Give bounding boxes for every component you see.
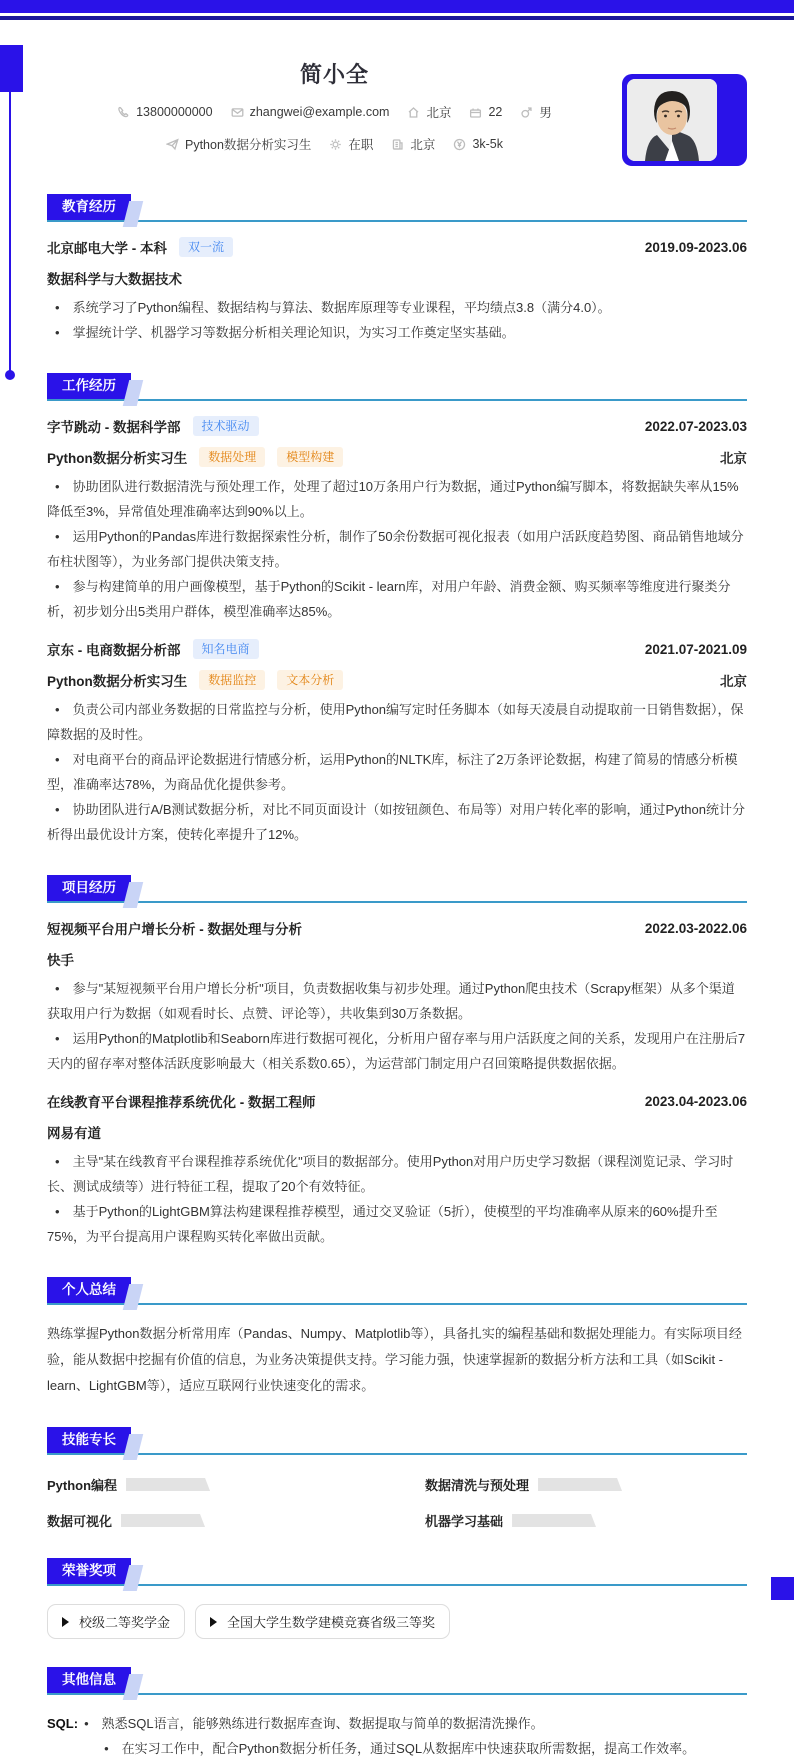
- education-entry: [47, 237, 747, 345]
- job-status-field: [329, 135, 373, 153]
- project-entry: [47, 1091, 747, 1249]
- email-field: [231, 103, 390, 121]
- residence-field: [407, 103, 451, 121]
- project-org: 快手: [47, 953, 74, 968]
- education-date: 2019.09-2023.06: [644, 239, 747, 255]
- section-work-badge: 工作经历: [47, 373, 131, 399]
- work-date: 2022.07-2023.03: [644, 418, 747, 434]
- school-name: 北京邮电大学 - 本科: [47, 241, 167, 256]
- skill-item: [425, 1511, 747, 1530]
- section-other-header: [47, 1667, 747, 1695]
- target-job-icon: [166, 138, 179, 151]
- skills-grid: [47, 1475, 747, 1530]
- awards-row: [47, 1604, 747, 1639]
- project-org: 网易有道: [47, 1126, 101, 1141]
- award-pill: [195, 1604, 450, 1639]
- project-date: 2022.03-2022.06: [644, 920, 747, 936]
- phone-field: [117, 103, 212, 121]
- company-name: 京东 - 电商数据分析部: [47, 643, 181, 658]
- skill-progress-bar: [512, 1514, 596, 1527]
- major-name: 数据科学与大数据技术: [47, 272, 182, 287]
- right-square-decoration: [771, 1577, 794, 1600]
- section-awards-header: [47, 1558, 747, 1586]
- salary-field: [453, 135, 503, 153]
- target-job-field: [166, 135, 311, 153]
- award-pill: [47, 1604, 185, 1639]
- age-field: [469, 103, 502, 121]
- skill-progress-bar: [538, 1478, 622, 1491]
- play-triangle-icon: [62, 1617, 69, 1627]
- header-identity: [47, 54, 622, 153]
- contact-row-1: [47, 103, 622, 121]
- work-bullet: • 运用Python的Pandas库进行数据探索性分析，制作了50余份数据可视化报表（如用户活跃度趋势图、商品销售地域分布柱状图等），为业务部门提供决策支持。: [47, 524, 747, 574]
- work-bullet: • 对电商平台的商品评论数据进行情感分析，运用Python的NLTK库，标注了2万条评论数据，构建了简易的情感分析模型，准确率达78%，为商品优化提供参考。: [47, 747, 747, 797]
- position-tag: 数据监控: [199, 670, 265, 690]
- work-location: 北京: [720, 451, 747, 466]
- left-line-end-dot: [5, 370, 15, 380]
- salary-icon: [453, 138, 466, 151]
- company-name: 字节跳动 - 数据科学部: [47, 420, 181, 435]
- other-info-block: [47, 1711, 747, 1761]
- section-awards-badge: 荣誉奖项: [47, 1558, 131, 1584]
- education-bullet: • 系统学习了Python编程、数据结构与算法、数据库原理等专业课程，平均绩点3.8（满分4.0）。: [47, 295, 747, 320]
- other-bullet: • 熟悉SQL语言，能够熟练进行数据库查询、数据提取与简单的数据清洗操作。: [84, 1711, 747, 1736]
- project-entry: [47, 918, 747, 1076]
- top-blue-bar: [0, 0, 794, 13]
- award-label: 校级二等奖学金: [79, 1615, 171, 1630]
- section-other-badge: 其他信息: [47, 1667, 131, 1693]
- project-bullet: • 主导"某在线教育平台课程推荐系统优化"项目的数据部分。使用Python对用户历史学习数据（课程浏览记录、学习时长、测试成绩等）进行特征工程，提取了20个有效特征。: [47, 1149, 747, 1199]
- skill-item: [425, 1475, 747, 1494]
- award-label: 全国大学生数学建模竞赛省级三等奖: [227, 1615, 436, 1630]
- sql-label: SQL:: [47, 1716, 79, 1731]
- project-bullet: • 基于Python的LightGBM算法构建课程推荐模型，通过交叉验证（5折），使模型的平均准确率从原来的60%提升至75%，为平台提高用户课程购买转化率做出贡献。: [47, 1199, 747, 1249]
- residence-value: 北京: [426, 106, 452, 120]
- target-job-value: Python数据分析实习生: [184, 138, 312, 152]
- project-bullet: • 运用Python的Matplotlib和Seaborn库进行数据可视化，分析用户留存率与用户活跃度之间的关系，发现用户在注册后7天内的留存率对整体活跃度影响最大（相关系数0.65），为运营部门制定用户召回策略提供数据依据。: [47, 1026, 747, 1076]
- contact-row-2: [47, 135, 622, 153]
- position-name: Python数据分析实习生: [47, 451, 188, 466]
- work-bullet: • 协助团队进行数据清洗与预处理工作，处理了超过10万条用户行为数据，通过Python编写脚本，将数据缺失率从15%降低至3%，异常值处理准确率达到90%以上。: [47, 474, 747, 524]
- avatar: [627, 79, 717, 161]
- work-bullet: • 负责公司内部业务数据的日常监控与分析，使用Python编写定时任务脚本（如每天凌晨自动提取前一日销售数据），保障数据的及时性。: [47, 697, 747, 747]
- work-bullet: • 协助团队进行A/B测试数据分析，对比不同页面设计（如按钮颜色、布局等）对用户转化率的影响，通过Python统计分析得出最优设计方案，使转化率提升了12%。: [47, 797, 747, 847]
- work-date: 2021.07-2021.09: [644, 641, 747, 657]
- summary-text: 熟练掌握Python数据分析常用库（Pandas、Numpy、Matplotlib等），具备扎实的编程基础和数据处理能力。有实际项目经验，能从数据中挖掘有价值的信息，为业务决策提供支持。学习能力强，快速掌握新的数据分析方法和工具（如Scikit - learn、LightGBM等），适应互联网行业快速变化的需求。: [47, 1326, 742, 1393]
- city-icon: [391, 138, 404, 151]
- left-vertical-line-decoration: [9, 92, 11, 372]
- project-title: 短视频平台用户增长分析 - 数据处理与分析: [47, 922, 302, 937]
- work-entry: [47, 639, 747, 847]
- skill-label: Python编程: [47, 1478, 118, 1493]
- position-tag: 数据处理: [199, 447, 265, 467]
- section-skills-badge: 技能专长: [47, 1427, 131, 1453]
- work-location: 北京: [720, 674, 747, 689]
- gender-icon: [520, 106, 533, 119]
- skill-item: [47, 1511, 369, 1530]
- section-education-header: [47, 194, 747, 222]
- photo-frame: [622, 74, 747, 166]
- skill-progress-bar: [126, 1478, 210, 1491]
- position-name: Python数据分析实习生: [47, 674, 188, 689]
- skill-item: [47, 1475, 369, 1494]
- section-skills-header: [47, 1427, 747, 1455]
- company-tag: 知名电商: [193, 639, 259, 659]
- position-tag: 模型构建: [277, 447, 343, 467]
- age-icon: [469, 106, 482, 119]
- work-city-field: [391, 135, 435, 153]
- project-bullet: • 参与"某短视频平台用户增长分析"项目，负责数据收集与初步处理。通过Python爬虫技术（Scrapy框架）从多个渠道获取用户行为数据（如观看时长、点赞、评论等），共收集到30万条数据。: [47, 976, 747, 1026]
- skill-progress-bar: [121, 1514, 205, 1527]
- gender-field: [520, 103, 552, 121]
- company-tag: 技术驱动: [193, 416, 259, 436]
- home-icon: [407, 106, 420, 119]
- other-bullet: • 在实习工作中，配合Python数据分析任务，通过SQL从数据库中快速获取所需数据，提高工作效率。: [104, 1736, 747, 1761]
- mail-icon: [231, 106, 244, 119]
- email-value: zhangwei@example.com: [249, 105, 390, 119]
- project-title: 在线教育平台课程推荐系统优化 - 数据工程师: [47, 1095, 316, 1110]
- phone-value: 13800000000: [136, 105, 213, 119]
- age-value: 22: [488, 105, 503, 119]
- section-projects-header: [47, 875, 747, 903]
- work-city-value: 北京: [410, 138, 436, 152]
- resume-page: [47, 20, 747, 1761]
- section-summary-header: [47, 1277, 747, 1305]
- salary-value: 3k-5k: [472, 137, 504, 151]
- section-education-badge: 教育经历: [47, 194, 131, 220]
- skill-label: 机器学习基础: [425, 1514, 504, 1529]
- position-tag: 文本分析: [277, 670, 343, 690]
- skill-label: 数据清洗与预处理: [425, 1478, 530, 1493]
- work-entry: [47, 416, 747, 624]
- section-work-header: [47, 373, 747, 401]
- job-status-value: 在职: [348, 138, 374, 152]
- skill-label: 数据可视化: [47, 1514, 113, 1529]
- candidate-name: 简小全: [299, 62, 369, 87]
- phone-icon: [117, 106, 130, 119]
- project-date: 2023.04-2023.06: [644, 1093, 747, 1109]
- resume-header: [47, 54, 747, 166]
- education-bullet: • 掌握统计学、机器学习等数据分析相关理论知识，为实习工作奠定坚实基础。: [47, 320, 747, 345]
- work-bullet: • 参与构建简单的用户画像模型，基于Python的Scikit - learn库，对用户年龄、消费金额、购买频率等维度进行聚类分析，初步划分出5类用户群体，模型准确率达85%。: [47, 574, 747, 624]
- section-summary-badge: 个人总结: [47, 1277, 131, 1303]
- school-tag: 双一流: [179, 237, 233, 257]
- section-projects-badge: 项目经历: [47, 875, 131, 901]
- left-square-decoration: [0, 45, 23, 92]
- status-icon: [329, 138, 342, 151]
- gender-value: 男: [539, 106, 552, 120]
- play-triangle-icon: [210, 1617, 217, 1627]
